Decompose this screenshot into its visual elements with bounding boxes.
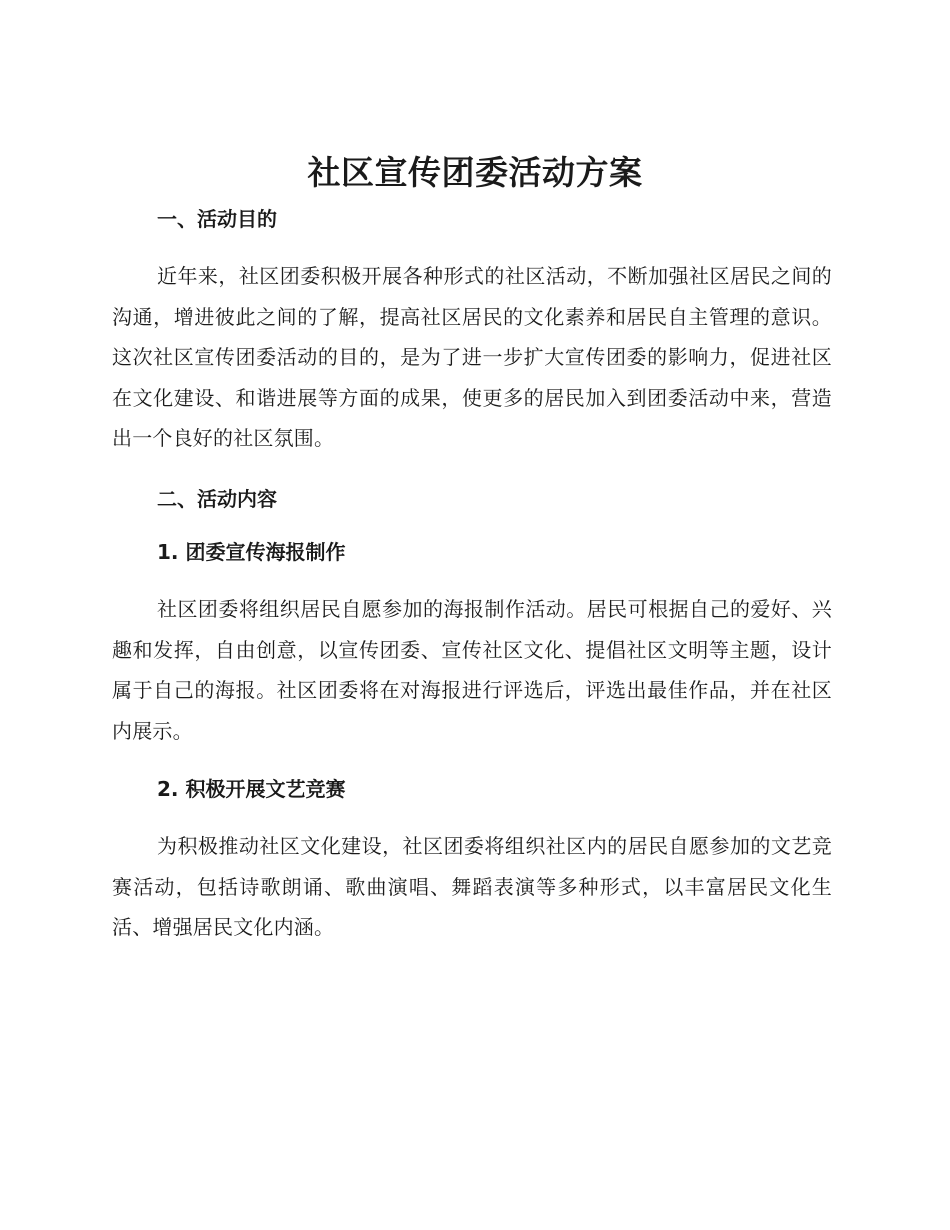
subsection-paragraph-contest: 为积极推动社区文化建设，社区团委将组织社区内的居民自愿参加的文艺竞赛活动，包括诗歌朗诵、歌曲演唱、舞蹈表演等多种形式，以丰富居民文化生活、增强居民文化内涵。 [112, 834, 832, 939]
section-heading-content: 二、活动内容 [157, 487, 277, 511]
document-title: 社区宣传团委活动方案 [307, 153, 643, 192]
subsection-paragraph-poster: 社区团委将组织居民自愿参加的海报制作活动。居民可根据自己的爱好、兴趣和发挥，自由创意，以宣传团委、宣传社区文化、提倡社区文明等主题，设计属于自己的海报。社区团委将在对海报进行评选后，评选出最佳作品，并在社区内展示。 [112, 597, 832, 743]
section-paragraph-purpose: 近年来，社区团委积极开展各种形式的社区活动，不断加强社区居民之间的沟通，增进彼此之间的了解，提高社区居民的文化素养和居民自主管理的意识。这次社区宣传团委活动的目的，是为了进一步扩大宣传团委的影响力，促进社区在文化建设、和谐进展等方面的成果，使更多的居民加入到团委活动中来，营造出一个良好的社区氛围。 [112, 264, 832, 450]
subsection-heading-poster: 1. 团委宣传海报制作 [157, 540, 346, 564]
section-heading-purpose: 一、活动目的 [157, 207, 277, 231]
subsection-heading-contest: 2. 积极开展文艺竞赛 [157, 777, 346, 801]
